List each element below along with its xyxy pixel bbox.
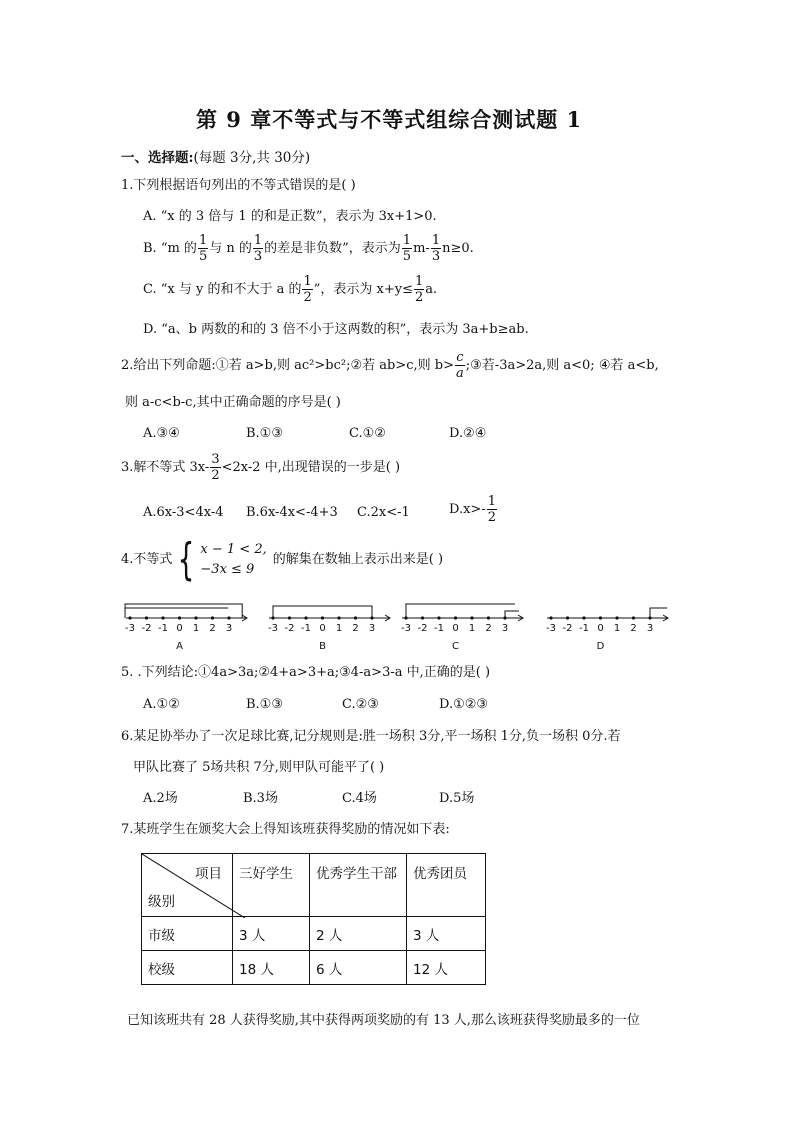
tick-dot xyxy=(582,616,585,619)
tick-dot xyxy=(615,616,618,619)
question-5-option-a: A.①② xyxy=(143,697,180,712)
fraction-one-half-2: $\frac{1}{2}$ xyxy=(415,274,424,305)
fraction-one-fifth: $\frac{1}{5}$ xyxy=(198,233,208,264)
tick-label: 1 xyxy=(613,623,621,634)
tick-label: 3 xyxy=(368,623,376,634)
fraction-three-halves: $\frac{3}{2}$ xyxy=(211,452,220,483)
solution-bracket xyxy=(125,604,242,618)
option-label: A xyxy=(176,641,183,652)
tick-label: 0 xyxy=(452,623,459,634)
corner-top-label: 项目 xyxy=(195,866,222,882)
table-cell: 市级 xyxy=(142,917,233,951)
question-1-option-a: A. “x 的 3 倍与 1 的和是正数”，表示为 3x+1>0. xyxy=(143,209,437,224)
solution-bracket xyxy=(273,606,372,618)
tick-dot xyxy=(454,616,457,619)
question-4-stem xyxy=(121,534,444,585)
tick-label: 2 xyxy=(209,623,216,634)
tick-label: 2 xyxy=(485,623,492,634)
question-3-stem xyxy=(121,452,400,483)
table-header-row xyxy=(142,854,486,917)
tick-dot xyxy=(421,616,424,619)
tick-label: -3 xyxy=(401,623,411,634)
tick-dot xyxy=(437,616,440,619)
q1b-pre: B. “m 的 xyxy=(143,241,197,256)
fraction-one-third: $\frac{1}{3}$ xyxy=(253,233,263,264)
number-line-b xyxy=(268,606,390,652)
question-2-option-b: B.①③ xyxy=(246,426,283,441)
tick-dot xyxy=(566,616,569,619)
tick-dot xyxy=(354,616,357,619)
tick-dot xyxy=(194,616,197,619)
table-row xyxy=(142,917,486,951)
tick-label: -2 xyxy=(417,623,428,634)
q1b-mid3: m- xyxy=(413,241,430,256)
table-header-cell: 优秀学生干部 xyxy=(310,854,407,917)
solution-bracket xyxy=(406,604,515,618)
option-label: C xyxy=(452,641,459,652)
tick-label: -2 xyxy=(562,623,573,634)
number-line-c xyxy=(401,604,523,652)
question-2-option-c: C.①② xyxy=(349,426,386,441)
question-3-option-c: C.2x<-1 xyxy=(357,505,410,520)
tick-label: -1 xyxy=(301,623,311,634)
tick-dot xyxy=(304,616,307,619)
tick-label: 0 xyxy=(319,623,326,634)
table-corner-cell xyxy=(142,854,233,917)
question-7-tail: 已知该班共有 28 人获得奖励,其中获得两项奖励的有 13 人,那么该班获得奖励最多的一位 xyxy=(127,1013,640,1028)
tick-label: 3 xyxy=(225,623,233,634)
table-header-cell: 三好学生 xyxy=(233,854,310,917)
question-2-option-d: D.②④ xyxy=(449,426,487,441)
tick-dot xyxy=(321,616,324,619)
question-2-line-1 xyxy=(121,350,659,381)
table-cell: 6 人 xyxy=(310,951,407,985)
page-title: 第 9 章不等式与不等式组综合测试题 1 xyxy=(196,107,583,132)
tick-label: 3 xyxy=(646,623,654,634)
system-brace: { xyxy=(178,534,195,585)
number-line-d xyxy=(546,608,668,652)
tick-label: 1 xyxy=(468,623,476,634)
tick-dot xyxy=(549,616,552,619)
table-cell: 18 人 xyxy=(233,951,310,985)
tick-label: 2 xyxy=(352,623,359,634)
tick-label: 0 xyxy=(176,623,183,634)
question-1-option-d: D. “a、b 两数的和的 3 倍不小于这两数的积”，表示为 3a+b≥ab. xyxy=(143,322,529,337)
tick-dot xyxy=(161,616,164,619)
question-2-line-2: 则 a-c<b-c,其中正确命题的序号是( ) xyxy=(125,395,341,410)
q1b-mid1: 与 n 的 xyxy=(209,241,252,256)
tick-label: -3 xyxy=(125,623,135,634)
tick-label: -1 xyxy=(579,623,589,634)
tick-label: -2 xyxy=(284,623,295,634)
tick-label: -1 xyxy=(158,623,168,634)
award-table xyxy=(141,853,486,985)
q4-post: 的解集在数轴上表示出来是( ) xyxy=(272,552,444,567)
q3-d-pre: D.x>- xyxy=(449,502,486,517)
q4-pre: 4.不等式 xyxy=(121,552,173,567)
tick-label: 1 xyxy=(335,623,343,634)
tick-label: -2 xyxy=(141,623,152,634)
question-5-option-b: B.①③ xyxy=(246,697,283,712)
tick-dot xyxy=(145,616,148,619)
question-7-stem: 7.某班学生在颁奖大会上得知该班获得奖励的情况如下表: xyxy=(121,822,450,837)
number-line-a xyxy=(125,604,247,652)
table-cell: 12 人 xyxy=(407,951,486,985)
fraction-one-half-3: $\frac{1}{2}$ xyxy=(487,494,496,525)
question-2-option-a: A.③④ xyxy=(143,426,180,441)
tick-label: -3 xyxy=(268,623,278,634)
question-1-option-b xyxy=(143,233,474,264)
fraction-one-half: $\frac{1}{2}$ xyxy=(303,274,312,305)
number-line-options xyxy=(110,598,680,658)
tick-dot xyxy=(632,616,635,619)
tick-dot xyxy=(470,616,473,619)
table-cell: 3 人 xyxy=(233,917,310,951)
q2-line1-pre: 2.给出下列命题:①若 a>b,则 ac²>bc²;②若 ab>c,则 b> xyxy=(121,358,454,373)
table-row xyxy=(142,951,486,985)
tick-label: 0 xyxy=(597,623,604,634)
fraction-c-over-a: $\frac{c}{a}$ xyxy=(456,350,464,381)
q3-stem-pre: 3.解不等式 3x- xyxy=(121,460,210,475)
section-heading-note: (每题 3分,共 30分) xyxy=(193,150,311,166)
question-1-stem: 1.下列根据语句列出的不等式错误的是( ) xyxy=(121,178,356,193)
table-cell: 校级 xyxy=(142,951,233,985)
question-3-option-d xyxy=(449,494,498,525)
q1c-mid: ”，表示为 x+y≤ xyxy=(313,282,414,297)
question-6-line-1: 6.某足协举办了一次足球比赛,记分规则是:胜一场积 3分,平一场积 1分,负一场积 0分.若 xyxy=(121,729,621,744)
option-label: B xyxy=(319,641,326,652)
q1b-post: n≥0. xyxy=(442,241,474,256)
question-3-option-a: A.6x-3<4x-4 xyxy=(143,505,224,520)
section-heading-label: 一、选择题: xyxy=(121,150,194,166)
question-6-option-b: B.3场 xyxy=(243,791,278,806)
q1c-post: a. xyxy=(425,282,438,297)
question-5-option-d: D.①②③ xyxy=(439,697,489,712)
question-5-stem: 5. .下列结论:①4a>3a;②4+a>3+a;③4-a>3-a 中,正确的是( ) xyxy=(121,665,491,680)
tick-dot xyxy=(337,616,340,619)
inequality-1: x − 1 < 2, xyxy=(200,542,267,557)
question-5-option-c: C.②③ xyxy=(342,697,379,712)
corner-bottom-label: 级别 xyxy=(148,894,175,910)
table-cell: 2 人 xyxy=(310,917,407,951)
tick-label: 2 xyxy=(630,623,637,634)
q3-stem-post: <2x-2 中,出现错误的一步是( ) xyxy=(221,460,401,475)
tick-dot xyxy=(288,616,291,619)
option-label: D xyxy=(596,641,605,652)
q1c-pre: C. “x 与 y 的和不大于 a 的 xyxy=(143,282,302,297)
question-6-line-2: 甲队比赛了 5场共积 7分,则甲队可能平了( ) xyxy=(133,760,385,775)
table-cell: 3 人 xyxy=(407,917,486,951)
tick-dot xyxy=(487,616,490,619)
question-3-option-b: B.6x-4x<-4+3 xyxy=(246,505,338,520)
tick-label: -3 xyxy=(546,623,556,634)
tick-label: -1 xyxy=(434,623,444,634)
table-header-cell: 优秀团员 xyxy=(407,854,486,917)
fraction-one-fifth-2: $\frac{1}{5}$ xyxy=(402,233,412,264)
tick-dot xyxy=(211,616,214,619)
question-6-option-c: C.4场 xyxy=(342,791,377,806)
question-1-option-c xyxy=(143,274,437,305)
tick-dot xyxy=(128,616,131,619)
inequality-system xyxy=(200,540,266,580)
q1b-mid2: 的差是非负数”，表示为 xyxy=(264,241,401,256)
q2-line1-post: ;③若-3a>2a,则 a<0; ④若 a<b, xyxy=(465,358,659,373)
tick-label: 1 xyxy=(192,623,200,634)
question-6-option-a: A.2场 xyxy=(143,791,178,806)
tick-label: 3 xyxy=(501,623,509,634)
fraction-one-third-2: $\frac{1}{3}$ xyxy=(431,233,441,264)
solution-bracket-end xyxy=(505,611,519,618)
inequality-2: −3x ≤ 9 xyxy=(200,562,255,577)
tick-dot xyxy=(178,616,181,619)
tick-dot xyxy=(227,616,230,619)
section-heading xyxy=(121,146,310,166)
question-6-option-d: D.5场 xyxy=(439,791,475,806)
tick-dot xyxy=(599,616,602,619)
